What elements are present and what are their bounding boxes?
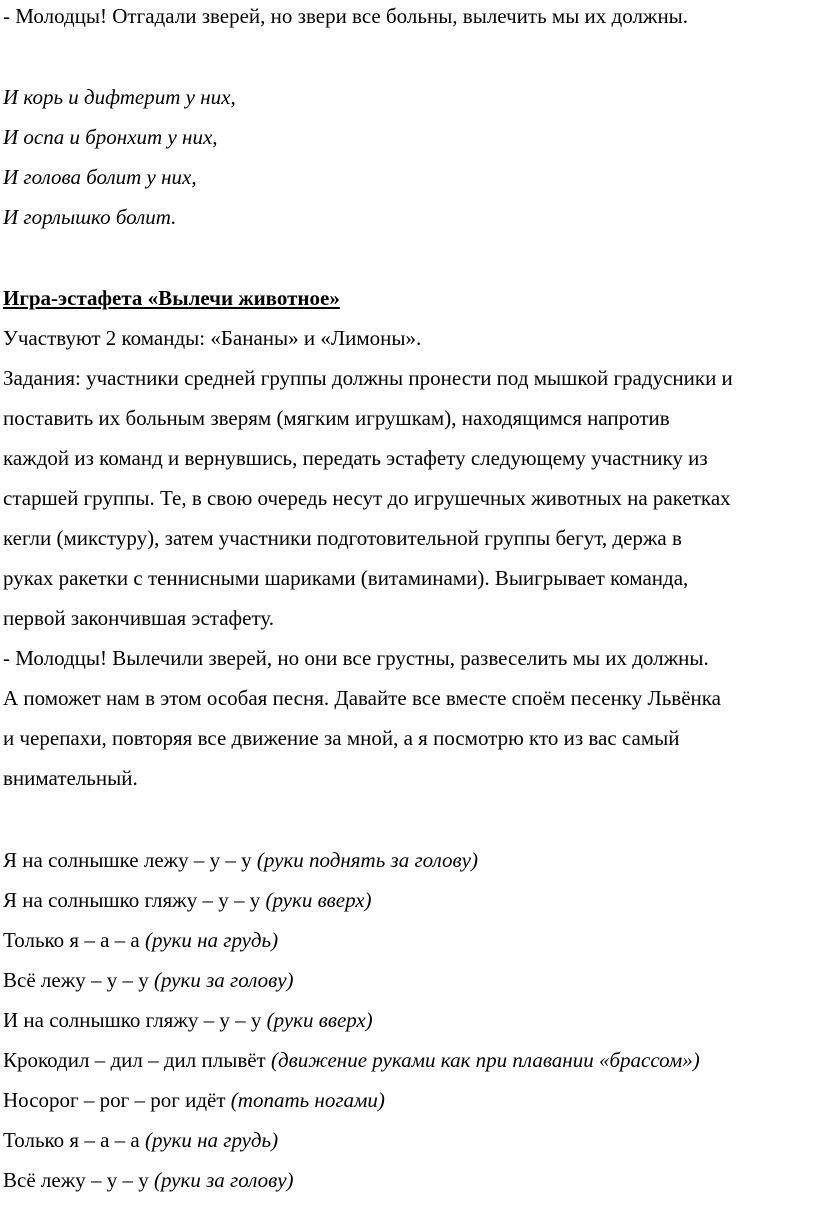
song-action: (руки поднять за голову) bbox=[256, 848, 478, 872]
paragraph-line: кегли (микстуру), затем участники подготовительной группы бегут, держа в bbox=[3, 526, 682, 550]
game-title: Игра-эстафета «Вылечи животное» bbox=[3, 286, 340, 310]
song-lyric: Я на солнышко гляжу – у – у bbox=[3, 888, 266, 912]
paragraph-line: внимательный. bbox=[3, 766, 138, 790]
paragraph-line: А поможет нам в этом особая песня. Давайте все вместе споём песенку Львёнка bbox=[3, 686, 721, 710]
song-action: (руки вверх) bbox=[266, 1008, 373, 1032]
poem-line: И горлышко болит. bbox=[3, 205, 177, 229]
song-line bbox=[3, 887, 372, 913]
song-line bbox=[3, 1007, 373, 1033]
song-lyric: И на солнышко гляжу – у – у bbox=[3, 1008, 267, 1032]
song-line bbox=[3, 1047, 700, 1073]
song-line bbox=[3, 1087, 385, 1113]
song-action: (движение руками как при плавании «брассом») bbox=[271, 1048, 700, 1072]
song-lyric: Крокодил – дил – дил плывёт bbox=[3, 1048, 271, 1072]
song-action: (руки за голову) bbox=[153, 968, 294, 992]
song-action: (руки вверх) bbox=[265, 888, 372, 912]
song-action: (руки на грудь) bbox=[144, 1128, 279, 1152]
song-line bbox=[3, 1127, 278, 1153]
song-action: (руки на грудь) bbox=[144, 928, 279, 952]
song-lyric: Я на солнышке лежу – у – у bbox=[3, 848, 257, 872]
song-action: (руки за голову) bbox=[153, 1168, 294, 1192]
paragraph-line: - Молодцы! Вылечили зверей, но они все грустны, развеселить мы их должны. bbox=[3, 646, 709, 670]
paragraph-line: Задания: участники средней группы должны пронести под мышкой градусники и bbox=[3, 366, 733, 390]
song-lyric: Всё лежу – у – у bbox=[3, 968, 154, 992]
song-lyric: Только я – а – а bbox=[3, 928, 145, 952]
paragraph-line: Участвуют 2 команды: «Бананы» и «Лимоны». bbox=[3, 326, 422, 350]
paragraph-line: каждой из команд и вернувшись, передать эстафету следующему участнику из bbox=[3, 446, 708, 470]
song-line bbox=[3, 967, 294, 993]
paragraph-line: и черепахи, повторяя все движение за мной, а я посмотрю кто из вас самый bbox=[3, 726, 680, 750]
song-line bbox=[3, 927, 278, 953]
paragraph-line: руках ракетки с теннисными шариками (витаминами). Выигрывает команда, bbox=[3, 566, 689, 590]
poem-line: И оспа и бронхит у них, bbox=[3, 125, 218, 149]
song-lyric: Всё лежу – у – у bbox=[3, 1168, 154, 1192]
song-lyric: Только я – а – а bbox=[3, 1128, 145, 1152]
paragraph-line: первой закончившая эстафету. bbox=[3, 606, 274, 630]
paragraph-line: старшей группы. Те, в свою очередь несут до игрушечных животных на ракетках bbox=[3, 486, 731, 510]
poem-line: И голова болит у них, bbox=[3, 165, 197, 189]
song-action: (топать ногами) bbox=[230, 1088, 385, 1112]
poem-line: И корь и дифтерит у них, bbox=[3, 85, 236, 109]
intro-line: - Молодцы! Отгадали зверей, но звери все больны, вылечить мы их должны. bbox=[3, 4, 689, 28]
paragraph-line: поставить их больным зверям (мягким игрушкам), находящимся напротив bbox=[3, 406, 670, 430]
song-line bbox=[3, 847, 478, 873]
song-line bbox=[3, 1167, 294, 1193]
song-lyric: Носорог – рог – рог идёт bbox=[3, 1088, 231, 1112]
